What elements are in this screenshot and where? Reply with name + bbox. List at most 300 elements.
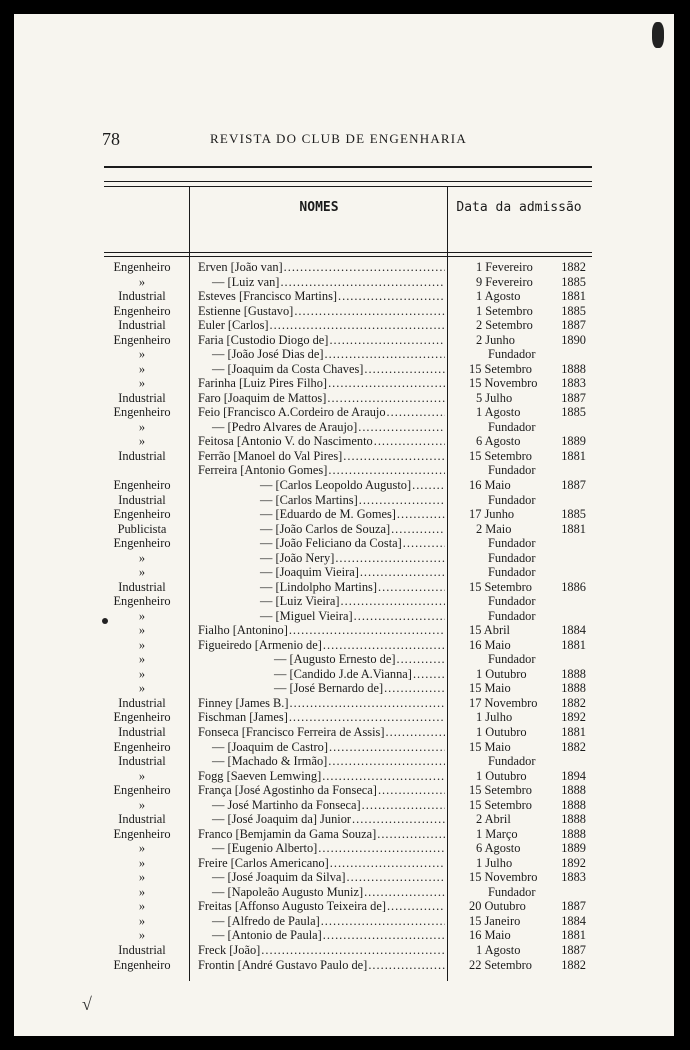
admission-year-cell: 1886 [561,579,586,594]
member-name: Figueiredo [Armenio de] [198,637,322,652]
table-row [14,667,674,682]
profession-cell: Engenheiro [113,957,171,972]
member-name: — [Miguel Vieira] [260,608,353,623]
member-name: — [José Joaquim da] Junior [212,812,352,827]
dot-leader [327,391,445,406]
profession-cell: Industrial [118,754,166,769]
profession-cell: » [138,768,146,783]
profession-cell: Engenheiro [113,405,171,420]
dot-leader [261,943,445,958]
profession-cell: Engenheiro [113,710,171,725]
table-row [14,769,674,784]
admission-year-cell: 1881 [561,637,586,652]
member-name: — [Luiz Vieira] [260,594,340,609]
name-cell [198,304,445,319]
table-row [14,260,674,275]
page-number: 78 [102,129,120,149]
profession-cell: » [138,913,146,928]
admission-date-cell: 15 Setembro [469,783,532,798]
name-cell [198,463,445,478]
admission-date-cell: Fundador [488,463,536,478]
profession-cell: » [138,608,146,623]
member-name: — [Luiz van] [212,274,280,289]
dot-leader [387,899,445,914]
profession-cell: Engenheiro [113,826,171,841]
member-name: — [Pedro Alvares de Araujo] [212,419,358,434]
admission-date-cell: Fundador [488,550,536,565]
admission-year-cell: 1887 [561,899,586,914]
member-list [14,260,674,972]
ink-blot-icon [652,22,664,48]
admission-date-cell: 15 Abril [469,623,510,638]
table-row [14,870,674,885]
dot-leader [391,522,445,537]
admission-date-cell: 16 Maio [469,637,511,652]
admission-year-cell: 1882 [561,739,586,754]
name-cell [198,841,445,856]
table-row [14,696,674,711]
admission-date-cell: Fundador [488,884,536,899]
member-name: — José Martinho da Fonseca] [212,797,361,812]
admission-year-cell: 1888 [561,783,586,798]
profession-cell: » [138,870,146,885]
member-name: Farinha [Luiz Pires Filho] [198,376,328,391]
name-cell [198,478,445,493]
admission-year-cell: 1888 [561,797,586,812]
dot-leader [328,376,445,391]
admission-date-cell: 1 Agosto [476,405,521,420]
dot-leader [289,710,445,725]
running-title: REVISTA DO CLUB DE ENGENHARIA [210,131,467,146]
dot-leader [352,812,445,827]
admission-year-cell: 1881 [561,289,586,304]
table-row [14,376,674,391]
table-row [14,493,674,508]
table-row [14,275,674,290]
admission-date-cell: Fundador [488,652,536,667]
name-cell [198,812,445,827]
profession-cell: Engenheiro [113,303,171,318]
profession-cell: » [138,419,146,434]
member-name: Franco [Bemjamin da Gama Souza] [198,826,377,841]
table-row [14,827,674,842]
admission-date-cell: 9 Fevereiro [476,274,533,289]
admission-date-cell: 15 Janeiro [469,913,521,928]
name-cell [198,710,445,725]
name-cell [198,623,445,638]
admission-year-cell: 1885 [561,405,586,420]
member-name: — [José Joaquim da Silva] [212,870,346,885]
name-cell [198,870,445,885]
admission-date-cell: 2 Maio [476,521,512,536]
member-name: — [Machado & Irmão] [212,754,328,769]
dot-leader [289,623,445,638]
admission-date-cell: 1 Outubro [476,768,527,783]
table-row [14,914,674,929]
member-name: Estienne [Gustavo] [198,303,294,318]
dot-leader [364,362,445,377]
page-header [102,129,582,149]
table-row [14,362,674,377]
dot-leader [338,289,445,304]
profession-cell: » [138,347,146,362]
name-cell [198,943,445,958]
member-name: — [Lindolpho Martins] [260,579,378,594]
name-cell [198,580,445,595]
admission-date-cell: 1 Agosto [476,289,521,304]
profession-cell: Industrial [118,390,166,405]
name-cell [198,638,445,653]
name-cell [198,260,445,275]
member-name: — [João Carlos de Souza] [260,521,391,536]
admission-date-cell: 2 Setembro [476,318,533,333]
profession-cell: » [138,637,146,652]
dot-leader [329,740,445,755]
table-row [14,928,674,943]
name-cell [198,522,445,537]
name-cell [198,652,445,667]
admission-date-cell: 15 Setembro [469,448,532,463]
admission-year-cell: 1888 [561,361,586,376]
name-cell [198,333,445,348]
top-rule-thick [104,166,592,168]
admission-year-cell: 1885 [561,507,586,522]
table-row [14,754,674,769]
dot-leader [343,449,445,464]
table-row [14,740,674,755]
dot-leader [328,463,445,478]
admission-year-cell: 1888 [561,681,586,696]
name-cell [198,405,445,420]
name-cell [198,362,445,377]
admission-year-cell: 1887 [561,390,586,405]
member-name: — [Eduardo de M. Gomes] [260,507,396,522]
member-name: Erven [João van] [198,260,283,274]
admission-year-cell: 1884 [561,623,586,638]
admission-date-cell: 6 Agosto [476,841,521,856]
dot-leader [378,580,445,595]
dot-leader [374,434,445,449]
table-row [14,594,674,609]
admission-year-cell: 1885 [561,274,586,289]
name-cell [198,798,445,813]
name-cell [198,681,445,696]
member-name: Fonseca [Francisco Ferreira de Assis] [198,725,385,739]
member-name: — [Joaquim de Castro] [212,739,328,754]
profession-cell: Industrial [118,579,166,594]
profession-cell: Engenheiro [113,536,171,551]
table-row [14,463,674,478]
admission-date-cell: 17 Junho [469,507,515,522]
member-name: — [Eugenio Alberto] [212,841,318,856]
table-row [14,536,674,551]
pencil-mark-icon: √ [82,994,92,1014]
margin-dot-icon [102,618,108,624]
profession-cell: » [138,376,146,391]
admission-year-cell: 1882 [561,957,586,972]
profession-cell: Industrial [118,812,166,827]
admission-date-cell: 15 Maio [469,739,511,754]
dot-leader [329,333,445,348]
admission-year-cell: 1894 [561,768,586,783]
admission-date-cell: 15 Novembro [469,376,538,391]
table-row [14,333,674,348]
member-name: — [Carlos Leopoldo Augusto] [260,477,412,492]
dot-leader [384,681,445,696]
admission-year-cell: 1892 [561,710,586,725]
column-header-names: NOMES [299,200,339,215]
dot-leader [325,347,446,362]
admission-date-cell: 17 Novembro [469,695,538,710]
admission-date-cell: 1 Outubro [476,725,527,739]
member-name: — [Candido J.de A.Vianna] [274,666,412,681]
name-cell [198,493,445,508]
profession-cell: Industrial [118,695,166,710]
admission-year-cell: 1887 [561,318,586,333]
profession-cell: » [138,274,146,289]
profession-cell: Industrial [118,725,166,739]
admission-year-cell: 1882 [561,260,586,274]
table-row [14,434,674,449]
admission-year-cell: 1881 [561,725,586,739]
dot-leader [413,667,445,682]
table-row [14,812,674,827]
admission-year-cell: 1887 [561,477,586,492]
member-name: — [José Bernardo de] [274,681,384,696]
admission-year-cell: 1890 [561,332,586,347]
admission-date-cell: 16 Maio [469,928,511,943]
admission-date-cell: 1 Outubro [476,666,527,681]
name-cell [198,856,445,871]
profession-cell: Engenheiro [113,594,171,609]
dot-leader [341,594,445,609]
profession-cell: » [138,550,146,565]
dot-leader [397,507,445,522]
admission-year-cell: 1884 [561,913,586,928]
name-cell [198,449,445,464]
table-row [14,798,674,813]
dot-leader [328,754,445,769]
admission-year-cell: 1892 [561,855,586,870]
admission-date-cell: 5 Julho [476,390,513,405]
profession-cell: » [138,652,146,667]
dot-leader [362,798,445,813]
profession-cell: » [138,841,146,856]
profession-cell: » [138,899,146,914]
dot-leader [323,928,445,943]
dot-leader [364,885,445,900]
member-name: — [Napoleão Augusto Muniz] [212,884,364,899]
name-cell [198,783,445,798]
profession-cell: » [138,666,146,681]
table-row [14,943,674,958]
name-cell [198,391,445,406]
member-name: França [José Agostinho da Fonseca] [198,783,377,798]
admission-year-cell: 1889 [561,434,586,449]
top-rule-thin [104,181,592,182]
admission-year-cell: 1883 [561,870,586,885]
table-row [14,899,674,914]
dot-leader [323,638,445,653]
document-page [14,14,674,1036]
admission-year-cell: 1881 [561,521,586,536]
table-row [14,289,674,304]
dot-leader [290,696,445,711]
admission-date-cell: Fundador [488,419,536,434]
admission-date-cell: 2 Abril [476,812,511,827]
profession-cell: Industrial [118,492,166,507]
member-name: Freire [Carlos Americano] [198,855,329,870]
table-row [14,652,674,667]
admission-date-cell: 16 Maio [469,477,511,492]
dot-leader [318,841,445,856]
table-row [14,318,674,333]
profession-cell: » [138,797,146,812]
table-row [14,856,674,871]
admission-date-cell: 2 Junho [476,332,515,347]
table-row [14,304,674,319]
dot-leader [322,769,445,784]
dot-leader [294,304,445,319]
profession-cell: » [138,434,146,449]
name-cell [198,725,445,740]
member-name: Faria [Custodio Diogo de] [198,332,329,347]
dot-leader [335,551,445,566]
table-row [14,609,674,624]
dot-leader [358,420,445,435]
dot-leader [368,958,445,973]
table-row [14,391,674,406]
header-bottom-rule-2 [104,256,592,257]
profession-cell: Engenheiro [113,332,171,347]
dot-leader [412,478,445,493]
name-cell [198,594,445,609]
table-row [14,420,674,435]
profession-cell: Industrial [118,448,166,463]
member-name: Fogg [Saeven Lemwing] [198,768,322,783]
admission-date-cell: Fundador [488,492,536,507]
admission-date-cell: 15 Setembro [469,361,532,376]
table-row [14,623,674,638]
member-name: — [Carlos Martins] [260,492,358,507]
name-cell [198,928,445,943]
admission-date-cell: 1 Fevereiro [476,260,533,274]
admission-year-cell: 1889 [561,841,586,856]
dot-leader [387,405,445,420]
admission-year-cell: 1888 [561,666,586,681]
dot-leader [386,725,446,740]
admission-date-cell: 20 Outubro [469,899,526,914]
name-cell [198,827,445,842]
admission-date-cell: 1 Setembro [476,303,533,318]
table-row [14,449,674,464]
profession-cell: » [138,623,146,638]
dot-leader [280,275,445,290]
table-row [14,522,674,537]
admission-year-cell: 1885 [561,303,586,318]
profession-cell: Engenheiro [113,260,171,274]
dot-leader [354,609,445,624]
admission-date-cell: 15 Setembro [469,797,532,812]
name-cell [198,376,445,391]
admission-date-cell: 15 Setembro [469,579,532,594]
dot-leader [359,493,445,508]
admission-year-cell: 1881 [561,928,586,943]
member-name: Faro [Joaquim de Mattos] [198,390,327,405]
member-name: — [João Feliciano da Costa] [260,536,402,551]
member-name: Euler [Carlos] [198,318,269,333]
table-row [14,841,674,856]
admission-date-cell: 1 Julho [476,855,513,870]
name-cell [198,914,445,929]
table-row [14,507,674,522]
name-cell [198,696,445,711]
member-name: Ferreira [Antonio Gomes] [198,463,328,478]
admission-date-cell: 1 Julho [476,710,513,725]
member-name: Feio [Francisco A.Cordeiro de Araujo [198,405,386,420]
dot-leader [377,827,445,842]
name-cell [198,769,445,784]
profession-cell: » [138,681,146,696]
member-name: Fischman [James] [198,710,288,725]
name-cell [198,275,445,290]
admission-date-cell: 1 Agosto [476,942,521,957]
table-row [14,478,674,493]
profession-cell: Engenheiro [113,783,171,798]
member-name: — [João José Dias de] [212,347,324,362]
table-row [14,725,674,740]
dot-leader [321,914,445,929]
admission-date-cell: 1 Março [476,826,518,841]
profession-cell: Industrial [118,318,166,333]
admission-date-cell: Fundador [488,565,536,580]
name-cell [198,434,445,449]
name-cell [198,318,445,333]
member-name: Fialho [Antonino] [198,623,288,638]
profession-cell: Industrial [118,942,166,957]
admission-year-cell: 1888 [561,812,586,827]
top-rule-thin-2 [104,186,592,187]
dot-leader [396,652,445,667]
name-cell [198,551,445,566]
column-header-date: Data da admissão [456,200,582,215]
name-cell [198,754,445,769]
dot-leader [360,565,445,580]
member-name: — [Joaquim Vieira] [260,565,359,580]
admission-date-cell: Fundador [488,594,536,609]
name-cell [198,740,445,755]
name-cell [198,536,445,551]
table-row [14,958,674,973]
table-row [14,405,674,420]
admission-year-cell: 1882 [561,695,586,710]
admission-year-cell: 1881 [561,448,586,463]
dot-leader [284,260,445,275]
table-row [14,783,674,798]
member-name: Feitosa [Antonio V. do Nascimento [198,434,373,449]
name-cell [198,667,445,682]
name-cell [198,507,445,522]
profession-cell: Engenheiro [113,739,171,754]
name-cell [198,565,445,580]
admission-date-cell: Fundador [488,608,536,623]
name-cell [198,885,445,900]
admission-date-cell: Fundador [488,536,536,551]
table-row [14,638,674,653]
member-name: — [Alfredo de Paula] [212,913,320,928]
member-name: — [Joaquim da Costa Chaves] [212,361,364,376]
profession-cell: » [138,884,146,899]
